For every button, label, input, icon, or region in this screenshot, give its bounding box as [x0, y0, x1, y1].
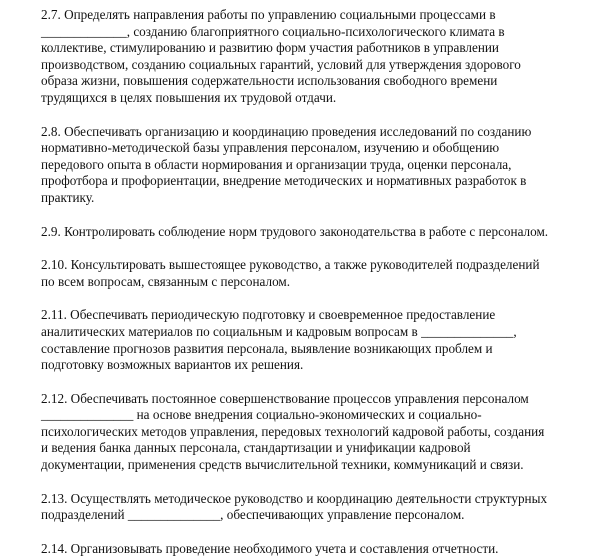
text-line: психологических методов управления, передовых технологий кадровой работы, создания	[41, 423, 545, 439]
paragraph-2-7	[41, 7, 584, 107]
text-line: профотбора и профориентации, внедрение методических и нормативных разработок в	[41, 173, 527, 189]
text-line: передового опыта в области нормирования и организации труда, оценки персонала,	[41, 156, 512, 172]
text-line: 2.11. Обеспечивать периодическую подготовку и своевременное предоставление	[41, 307, 496, 323]
text-line: по всем вопросам, связанным с персоналом.	[41, 273, 291, 289]
text-line: практику.	[41, 189, 95, 205]
paragraph-2-11	[41, 307, 584, 373]
text-line: и ведения банка данных персонала, стандартизации и унификации кадровой	[41, 440, 471, 456]
text-line: коллективе, стимулированию и развитию форм участия работников в управлении	[41, 40, 499, 56]
text-line: производством, созданию социальных гарантий, условий для утверждения здорового	[41, 56, 521, 72]
paragraph-2-8	[41, 124, 584, 207]
text-line: составление прогнозов развития персонала, выявление возникающих проблем и	[41, 340, 493, 356]
text-line: нормативно-методической базы управления персоналом, изучению и обобщению	[41, 140, 500, 156]
text-line: 2.14. Организовывать проведение необходимого учета и составления отчетности.	[41, 540, 499, 556]
text-line: 2.7. Определять направления работы по управлению социальными процессами в	[41, 7, 496, 22]
text-line: трудящихся в целях повышения их трудовой отдачи.	[41, 89, 337, 105]
paragraph-2-12	[41, 391, 584, 474]
paragraph-2-9	[41, 224, 584, 241]
text-line: 2.10. Консультировать вышестоящее руководство, а также руководителей подразделений	[41, 257, 540, 273]
text-line: подразделений ______________, обеспечивающих управление персоналом.	[41, 507, 465, 523]
text-line: 2.8. Обеспечивать организацию и координацию проведения исследований по созданию	[41, 123, 532, 139]
text-line: документации, применения средств вычислительной техники, коммуникаций и связи.	[41, 457, 524, 473]
text-line: 2.13. Осуществлять методическое руководство и координацию деятельности структурных	[41, 490, 548, 506]
text-line: ______________ на основе внедрения социально-экономических и социально-	[41, 407, 482, 423]
paragraph-2-14	[41, 541, 584, 557]
text-line: подготовку возможных вариантов их решения.	[41, 357, 304, 373]
text-line: аналитических материалов по социальным и кадровым вопросам в ______________,	[41, 323, 517, 339]
text-line: 2.12. Обеспечивать постоянное совершенствование процессов управления персоналом	[41, 390, 529, 406]
text-line: образа жизни, повышения содержательности использования свободного времени	[41, 73, 498, 89]
text-line: 2.9. Контролировать соблюдение норм трудового законодательства в работе с персоналом.	[41, 223, 549, 239]
paragraph-2-10	[41, 257, 584, 290]
paragraph-2-13	[41, 491, 584, 524]
text-line: _____________, созданию благоприятного социально-психологического климата в	[41, 23, 505, 39]
